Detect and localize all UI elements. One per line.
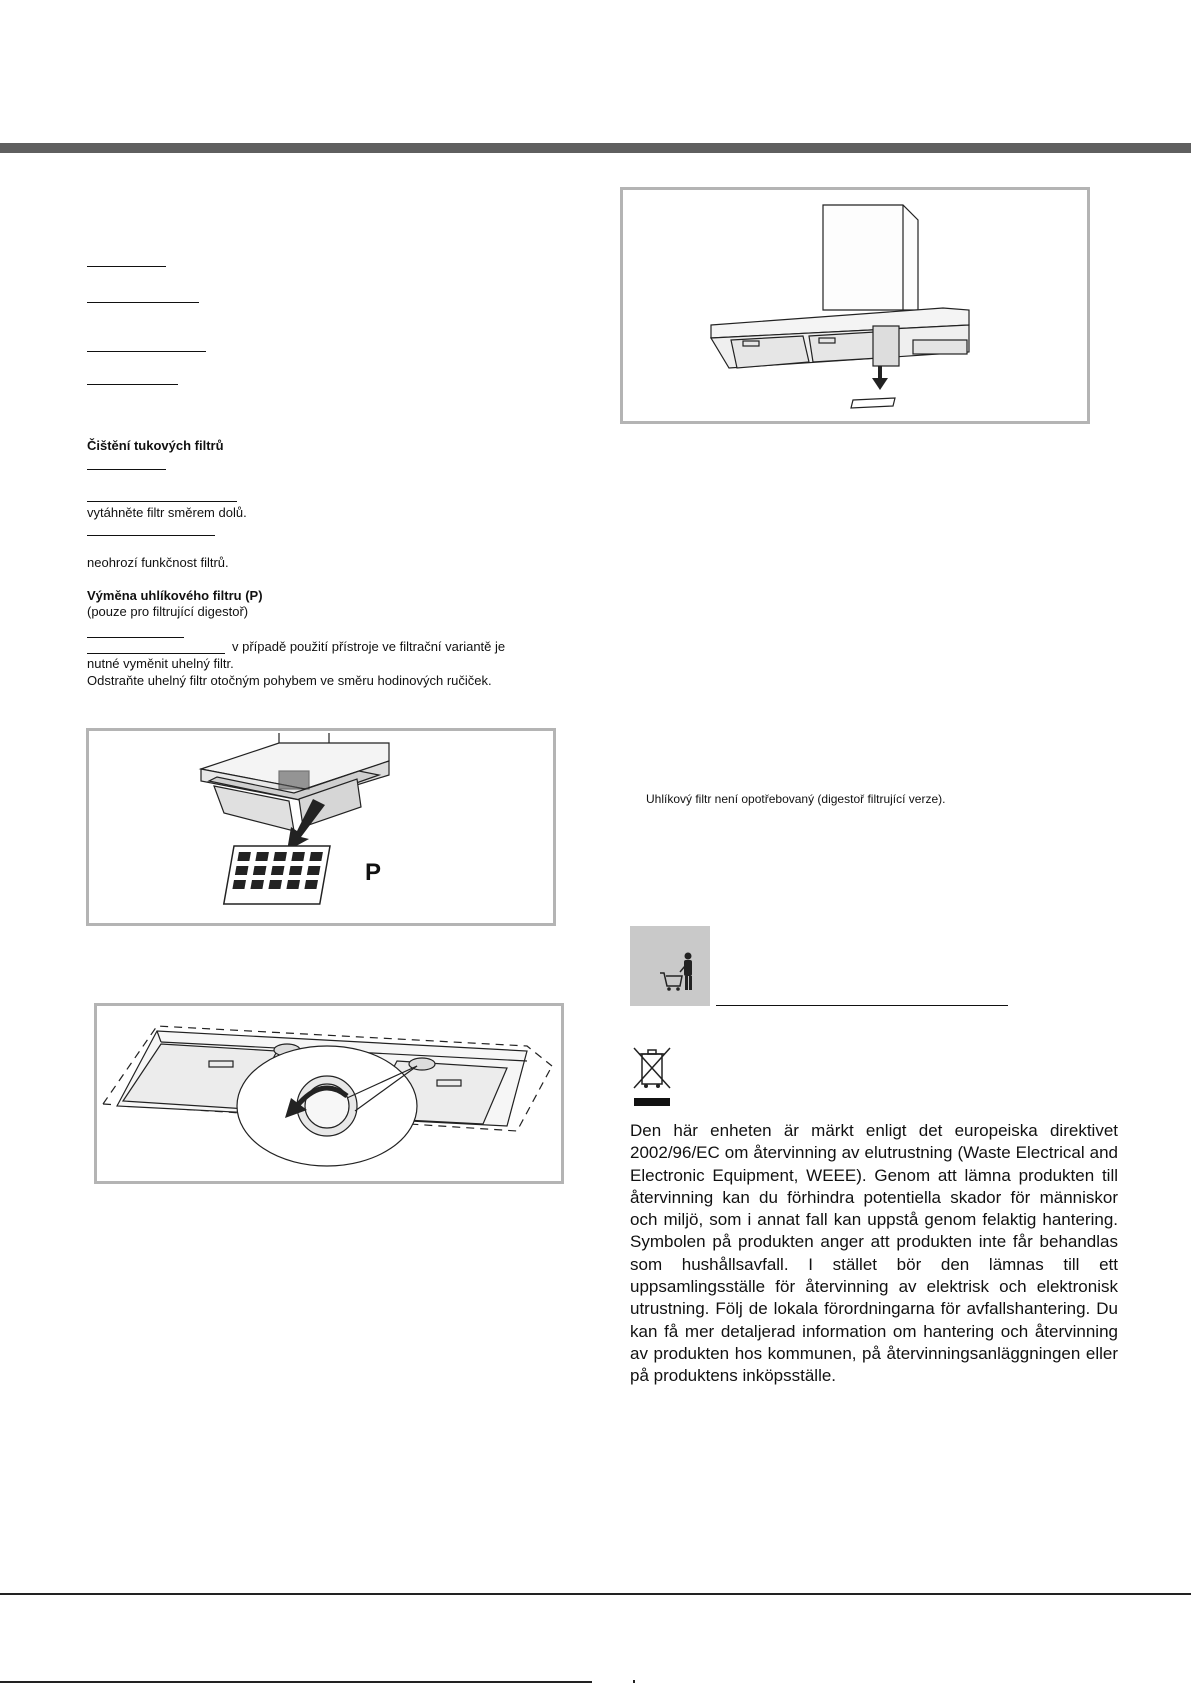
bottom-rule bbox=[0, 1593, 1191, 1595]
carbon-filter-subheading: (pouze pro filtrující digestoř) bbox=[87, 604, 249, 619]
carbon-filter-text-1: v případě použití přístroje ve filtrační variantě je bbox=[232, 639, 506, 654]
underline-4 bbox=[87, 384, 178, 385]
weee-text: Den här enheten är märkt enligt det europeiska direktivet 2002/96/EC om återvinning av elutrustning (Waste Electrical and Electronic Equipment, WEEE). Genom att lämna produkten till återvinning kan du förhindra potentiella skador för människor och miljö, som i annat fall kan uppstå genom felaktig hantering. Symbolen på produkten anger att produkten inte får behandlas som hushållsavfall. I stället bör den lämnas till ett uppsamlingsställe för återvinning av elektrisk och elektronisk utrustning. Följ de lokala förordningarna för avfallshantering. Du kan få mer detaljerad information om hantering och återvinning av produkten hos kommunen, på återvinningsanläggningen eller på produktens inköpsställe. bbox=[630, 1121, 1118, 1386]
carbon-filter-heading: Výměna uhlíkového filtru (P) bbox=[87, 588, 263, 603]
underline-8 bbox=[87, 637, 184, 638]
grease-filter-heading: Čištění tukových filtrů bbox=[87, 438, 224, 453]
underline-1 bbox=[87, 266, 166, 267]
footer-rule bbox=[0, 1681, 592, 1683]
underline-9 bbox=[87, 653, 225, 654]
grease-filter-text-2: neohrozí funkčnost filtrů. bbox=[87, 555, 229, 570]
person-with-cart-icon bbox=[630, 926, 710, 1006]
carbon-filter-figure bbox=[86, 728, 556, 926]
underline-2 bbox=[87, 302, 199, 303]
footer-mark bbox=[633, 1680, 635, 1683]
carbon-filter-text-3: Odstraňte uhelný filtr otočným pohybem ve směru hodinových ručiček. bbox=[87, 673, 492, 688]
carbon-filter-text-2: nutné vyměnit uhelný filtr. bbox=[87, 656, 234, 671]
crossed-out-bin-icon bbox=[630, 1044, 676, 1108]
figure-label-p: P bbox=[365, 859, 382, 886]
hood-underside-figure bbox=[94, 1003, 564, 1184]
underline-6 bbox=[87, 501, 237, 502]
troubleshoot-text: Uhlíkový filtr není opotřebovaný (digestoř filtrující verze). bbox=[646, 792, 946, 806]
carbon-filter-illustration bbox=[89, 731, 553, 923]
grease-filter-figure bbox=[620, 187, 1090, 424]
underline-3 bbox=[87, 351, 206, 352]
grease-filter-text-1: vytáhněte filtr směrem dolů. bbox=[87, 505, 247, 520]
underline-7 bbox=[87, 535, 215, 536]
underline-5 bbox=[87, 469, 166, 470]
underline-right-1 bbox=[716, 1005, 1008, 1006]
grease-filter-illustration bbox=[623, 190, 1087, 421]
header-bar bbox=[0, 143, 1191, 153]
hood-underside-illustration bbox=[97, 1006, 561, 1181]
